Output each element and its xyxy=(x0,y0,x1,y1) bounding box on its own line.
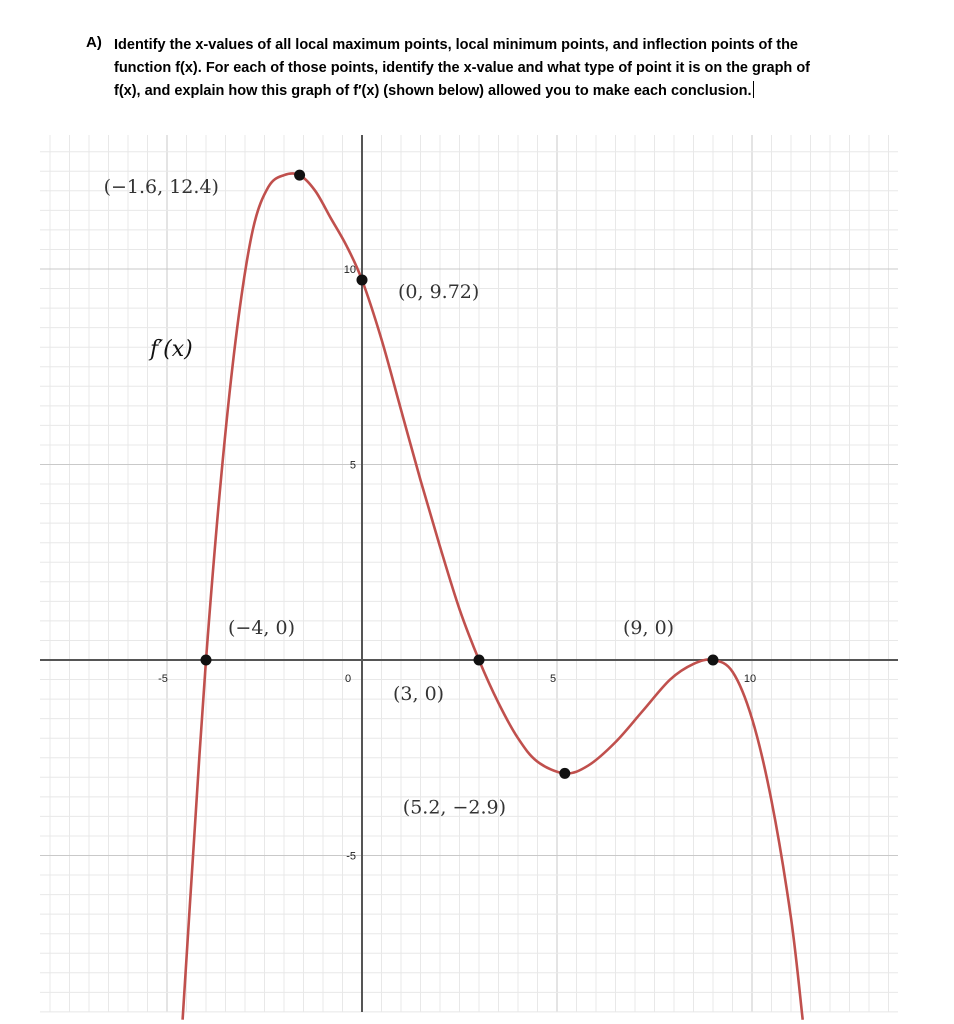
x-tick-label: 10 xyxy=(743,673,757,685)
data-point xyxy=(201,655,212,666)
data-point xyxy=(474,655,485,666)
question-label: A) xyxy=(86,34,102,51)
data-point xyxy=(559,768,570,779)
x-tick-label: -5 xyxy=(158,673,168,685)
y-tick-label: 5 xyxy=(349,459,356,472)
question-line-1: Identify the x-values of all local maximum points, local minimum points, and inflection points of the xyxy=(114,37,798,53)
data-point xyxy=(294,170,305,181)
point-label: (3, 0) xyxy=(393,683,445,705)
point-label: (5.2, −2.9) xyxy=(402,796,507,819)
function-label: f′(x) xyxy=(150,337,193,362)
data-point xyxy=(357,274,368,285)
question-line-3-text: f(x), and explain how this graph of f′(x) (shown below) allowed you to make each conclusion. xyxy=(114,83,752,99)
x-tick-label: 5 xyxy=(549,673,557,685)
question-line-2: function f(x). For each of those points, identify the x-value and what type of point it is on the graph of xyxy=(114,60,811,76)
series-line-fprime xyxy=(183,173,803,1019)
x-tick-label: 0 xyxy=(344,673,352,685)
data-point xyxy=(708,655,719,666)
y-tick-label: -5 xyxy=(346,850,356,863)
point-label: (0, 9.72) xyxy=(398,280,480,303)
y-tick-label: 10 xyxy=(343,264,356,276)
point-label: (9, 0) xyxy=(623,617,675,639)
point-label: (−1.6, 12.4) xyxy=(103,176,219,199)
point-label: (−4, 0) xyxy=(228,617,296,639)
